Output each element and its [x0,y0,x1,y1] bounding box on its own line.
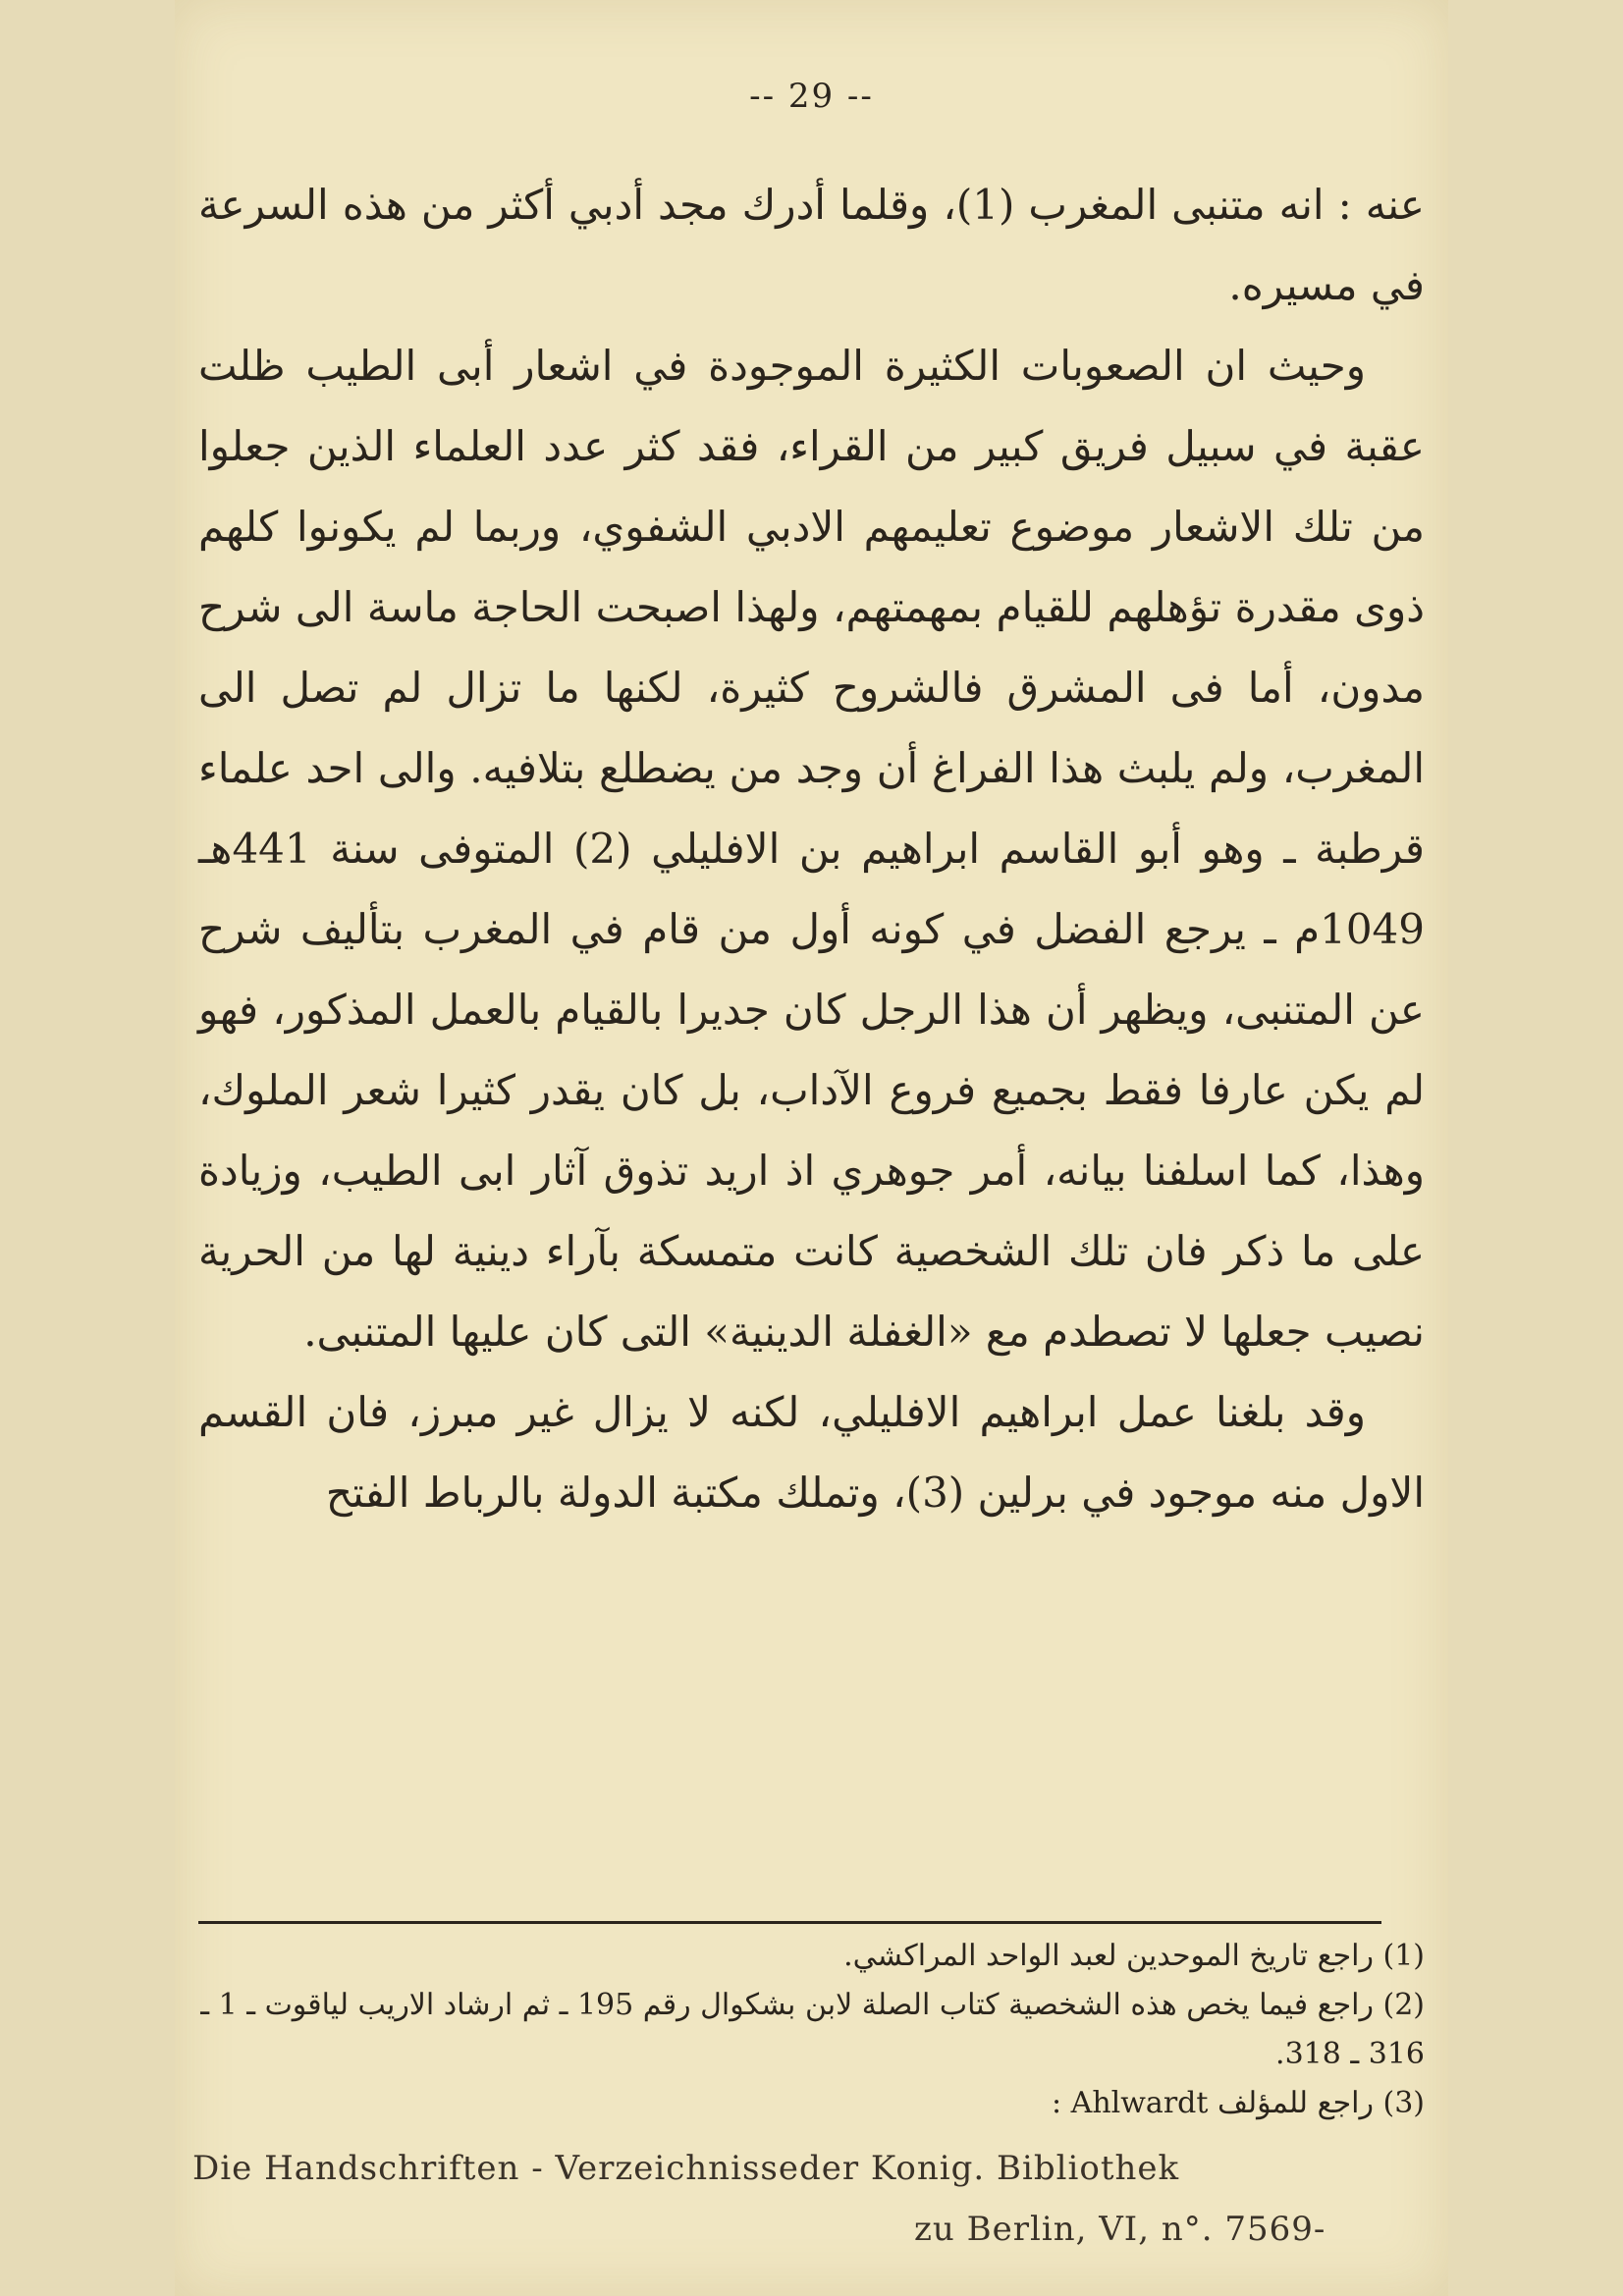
citation-line-2: zu Berlin, VI, n°. 7569- [914,2210,1326,2249]
footnote-1: (1) راجع تاريخ الموحدين لعبد الواحد المراكشي. [843,1939,1425,1973]
body-text [198,165,1425,1533]
footnote-3-citation [192,2138,1390,2260]
footnote-3: (3) راجع للمؤلف Ahlwardt : [1052,2086,1425,2120]
citation-line-1: Die Handschriften - Verzeichnisseder Konig. Bibliothek [192,2149,1180,2188]
book-page [175,0,1448,2296]
footnotes [198,1932,1425,2128]
paragraph-2: وحيث ان الصعوبات الكثيرة الموجودة في اشعار أبى الطيب ظلت عقبة في سبيل فريق كبير من القراء، فقد كثر عدد العلماء الذين جعلوا من تلك الاشعار موضوع تعليمهم الادبي الشفوي، وربما لم يكونوا كلهم ذوى مقدرة تؤهلهم للقيام بمهمتهم، ولهذا اصبحت الحاجة ماسة الى شرح مدون، أما فى المشرق فالشروح كثيرة، لكنها ما تزال لم تصل الى المغرب، ولم يلبث هذا الفراغ أن وجد من يضطلع بتلافيه. والى احد علماء قرطبة ـ وهو أبو القاسم ابراهيم بن الافليلي (2) المتوفى سنة 441هـ 1049م ـ يرجع الفضل في كونه أول من قام في المغرب بتأليف شرح عن المتنبى، ويظهر أن هذا الرجل كان جديرا بالقيام بالعمل المذكور، فهو لم يكن عارفا فقط بجميع فروع الآداب، بل كان يقدر كثيرا شعر الملوك، وهذا، كما اسلفنا بيانه، أمر جوهري اذ اريد تذوق آثار ابى الطيب، وزيادة على ما ذكر فان تلك الشخصية كانت متمسكة بآراء دينية لها من الحرية نصيب جعلها لا تصطدم مع «الغفلة الدينية» التى كان عليها المتنبى. [198,342,1425,1356]
paragraph-1: عنه : انه متنبى المغرب (1)، وقلما أدرك مجد أدبي أكثر من هذه السرعة في مسيره. [198,181,1425,309]
footnote-divider [198,1921,1381,1924]
paragraph-3: وقد بلغنا عمل ابراهيم الافليلي، لكنه لا يزال غير مبرز، فان القسم الاول منه موجود في برلين (3)، وتملك مكتبة الدولة بالرباط الفتح [198,1388,1425,1517]
footnote-2: (2) راجع فيما يخص هذه الشخصية كتاب الصلة لابن بشكوال رقم 195 ـ ثم ارشاد الاريب لياقوت ـ 1 ـ 316 ـ 318. [200,1988,1425,2071]
page-number: -- 29 -- [749,77,874,116]
